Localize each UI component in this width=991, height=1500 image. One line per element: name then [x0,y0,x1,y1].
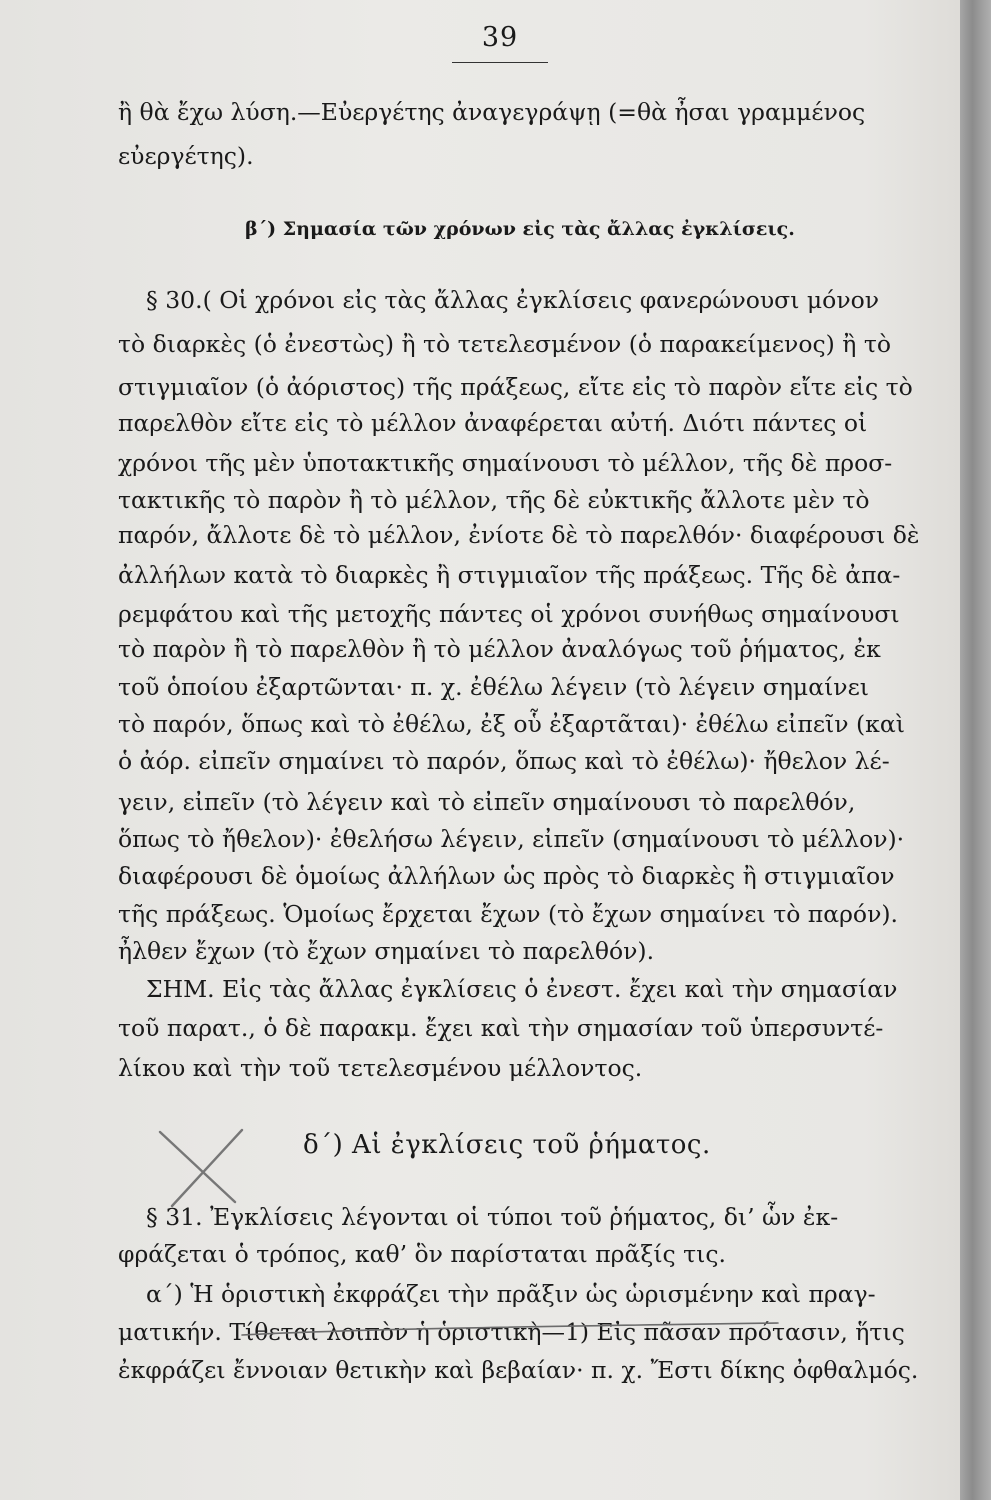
paragraph-30-start: § 30.( Οἱ χρόνοι εἰς τὰς ἄλλας ἐγκλίσεις φανερώνουσι μόνον [146,286,880,314]
text-line: ματικήν. Τίθεται λοιπὸν ἡ ὁριστικὴ—1) Εἰς πᾶσαν πρότασιν, ἥτις [118,1318,905,1346]
pencil-x-mark [150,1120,260,1210]
text-line: ὅπως τὸ ἤθελον)· ἐθελήσω λέγειν, εἰπεῖν (σημαίνουσι τὸ μέλλον)· [118,825,905,853]
text-line: ἢ θὰ ἔχω λύση.—Εὐεργέτης ἀναγεγράψῃ (=θὰ ἦσαι γραμμένος [118,98,866,126]
text-line: διαφέρουσι δὲ ὁμοίως ἀλλήλων ὡς πρὸς τὸ διαρκὲς ἢ στιγμιαῖον [118,862,895,890]
text-line: παρελθὸν εἴτε εἰς τὸ μέλλον ἀναφέρεται αὐτή. Διότι πάντες οἱ [118,409,868,437]
page-number-rule [452,62,548,63]
text-line: παρόν, ἄλλοτε δὲ τὸ μέλλον, ἐνίοτε δὲ τὸ παρελθόν· διαφέρουσι δὲ [118,521,920,549]
section-heading: β´) Σημασία τῶν χρόνων εἰς τὰς ἄλλας ἐγκλίσεις. [245,218,795,240]
text-line: ἦλθεν ἔχων (τὸ ἔχων σημαίνει τὸ παρελθόν). [118,937,655,965]
text-line: τοῦ ὁποίου ἐξαρτῶνται· π. χ. ἐθέλω λέγειν (τὸ λέγειν σημαίνει [118,673,869,701]
text-line: α´) Ἡ ὁριστικὴ ἐκφράζει τὴν πρᾶξιν ὡς ὡρισμένην καὶ πραγ- [146,1280,876,1308]
text-line: τὸ παρὸν ἢ τὸ παρελθὸν ἢ τὸ μέλλον ἀναλόγως τοῦ ῥήματος, ἐκ [118,635,881,663]
text-line: ἐκφράζει ἔννοιαν θετικὴν καὶ βεβαίαν· π. χ. Ἔστι δίκης ὀφθαλμός. [118,1356,919,1384]
note-line: τοῦ παρατ., ὁ δὲ παρακμ. ἔχει καὶ τὴν σημασίαν τοῦ ὑπερσυντέ- [118,1014,884,1042]
note-line: ΣΗΜ. Εἰς τὰς ἄλλας ἐγκλίσεις ὁ ἐνεστ. ἔχει καὶ τὴν σημασίαν [146,975,898,1003]
subsection-heading: δ´) Αἱ ἐγκλίσεις τοῦ ῥήματος. [303,1130,711,1160]
text-line: ὁ ἀόρ. εἰπεῖν σημαίνει τὸ παρόν, ὅπως καὶ τὸ ἐθέλω)· ἤθελον λέ- [118,747,890,775]
paragraph-31-start: § 31. Ἐγκλίσεις λέγονται οἱ τύποι τοῦ ῥήματος, δι’ ὧν ἐκ- [146,1203,839,1231]
text-line: γειν, εἰπεῖν (τὸ λέγειν καὶ τὸ εἰπεῖν σημαίνουσι τὸ παρελθόν, [118,788,856,816]
page-number: 39 [481,22,519,53]
note-line: λίκου καὶ τὴν τοῦ τετελεσμένου μέλλοντος. [118,1054,643,1082]
pencil-underline-mark [240,1321,780,1341]
text-line: τὸ παρόν, ὅπως καὶ τὸ ἐθέλω, ἐξ οὗ ἐξαρτᾶται)· ἐθέλω εἰπεῖν (καὶ [118,710,905,738]
text-line: φράζεται ὁ τρόπος, καθ’ ὃν παρίσταται πρᾶξίς τις. [118,1240,727,1268]
text-line: ἀλλήλων κατὰ τὸ διαρκὲς ἢ στιγμιαῖον τῆς πράξεως. Τῆς δὲ ἀπα- [118,561,901,589]
text-line: τῆς πράξεως. Ὁμοίως ἔρχεται ἔχων (τὸ ἔχων σημαίνει τὸ παρόν). [118,900,899,928]
text-line: ρεμφάτου καὶ τῆς μετοχῆς πάντες οἱ χρόνοι συνήθως σημαίνουσι [118,600,900,628]
page-edge-shadow [960,0,991,1500]
text-line: τακτικῆς τὸ παρὸν ἢ τὸ μέλλον, τῆς δὲ εὐκτικῆς ἄλλοτε μὲν τὸ [118,486,870,514]
text-line: χρόνοι τῆς μὲν ὑποτακτικῆς σημαίνουσι τὸ μέλλον, τῆς δὲ προσ- [118,449,893,477]
text-line: τὸ διαρκὲς (ὁ ἐνεστὼς) ἢ τὸ τετελεσμένον (ὁ παρακείμενος) ἢ τὸ [118,330,891,358]
text-line: εὐεργέτης). [118,142,254,170]
text-line: στιγμιαῖον (ὁ ἀόριστος) τῆς πράξεως, εἴτε εἰς τὸ παρὸν εἴτε εἰς τὸ [118,373,913,401]
